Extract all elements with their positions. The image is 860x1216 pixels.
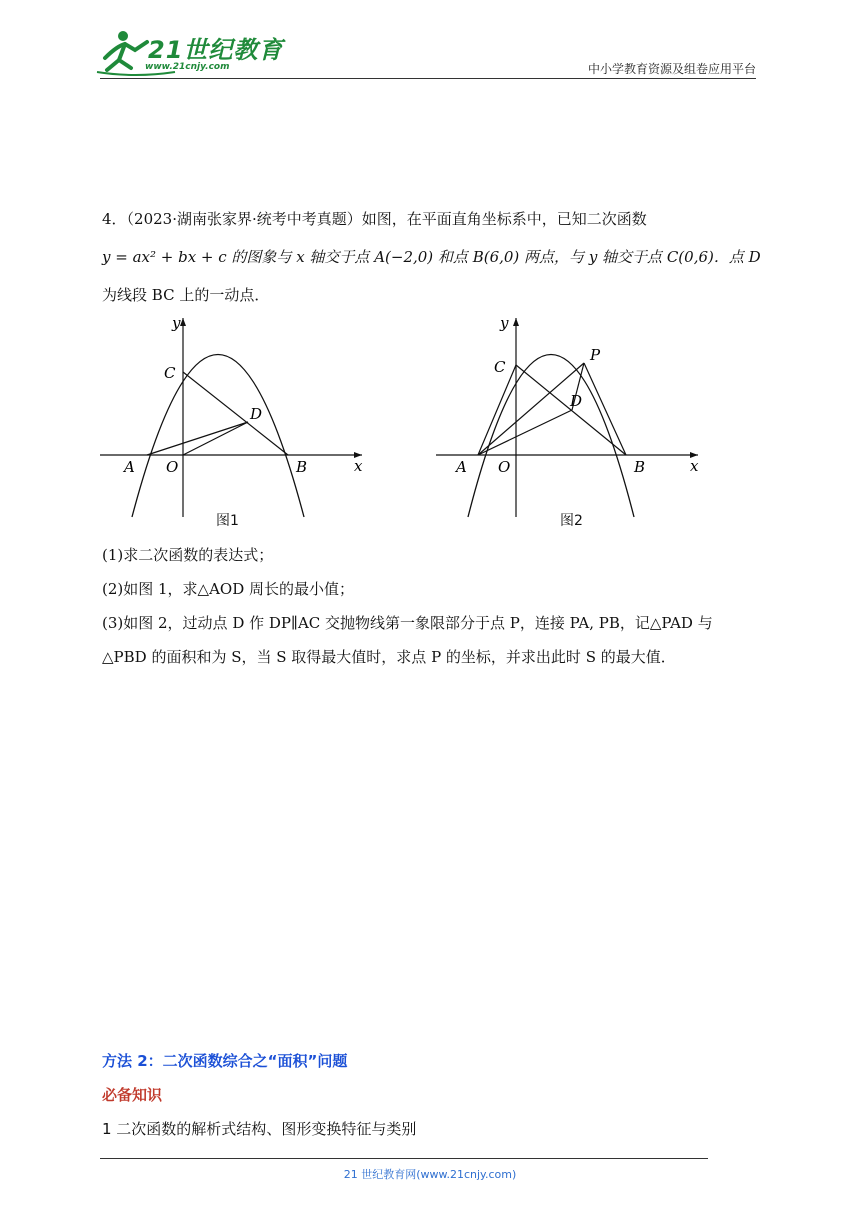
knowledge-item-1: 1 二次函数的解析式结构、图形变换特征与类别 xyxy=(102,1120,417,1138)
question-2: (2)如图 1，求△AOD 周长的最小值； xyxy=(102,580,355,598)
parabola xyxy=(468,355,634,518)
question-1: (1)求二次函数的表达式； xyxy=(102,546,274,564)
label-o: O xyxy=(498,458,511,476)
figure-2-diagram xyxy=(436,312,706,532)
label-c: C xyxy=(164,364,176,382)
figure-2 xyxy=(436,312,706,532)
problem-line-3: 为线段 BC 上的一动点． xyxy=(102,286,270,304)
label-x: x xyxy=(690,457,699,475)
segment-od xyxy=(183,422,248,455)
label-y: y xyxy=(172,314,181,332)
y-axis-arrow xyxy=(513,318,519,326)
logo-url: www.21cnjy.com xyxy=(145,62,230,72)
label-d: D xyxy=(250,405,263,423)
header-divider xyxy=(100,78,756,79)
label-a: A xyxy=(456,458,467,476)
figure-1-caption: 图1 xyxy=(216,513,239,529)
segment-ad xyxy=(478,410,572,455)
footer-link[interactable]: 21 世纪教育网(www.21cnjy.com) xyxy=(343,1168,517,1181)
footer-divider xyxy=(100,1158,708,1159)
label-b: B xyxy=(296,458,308,476)
label-a: A xyxy=(124,458,135,476)
question-3-line-2: △PBD 的面积和为 S，当 S 取得最大值时，求点 P 的坐标，并求出此时 S 的最大值． xyxy=(102,648,676,666)
segment-bc xyxy=(183,372,288,455)
label-p: P xyxy=(590,346,601,364)
question-3-line-1: (3)如图 2，过动点 D 作 DP∥AC 交抛物线第一象限部分于点 P，连接 PA, PB，记△PAD 与 xyxy=(102,614,713,632)
y-axis-arrow xyxy=(180,318,186,326)
segment-ac xyxy=(478,365,516,455)
label-y: y xyxy=(500,314,509,332)
segment-ad xyxy=(147,422,248,455)
logo-text: 21世纪教育 xyxy=(148,36,284,64)
problem-line-2: y = ax² + bx + c 的图象与 x 轴交于点 A(−2,0) 和点 B(6,0) 两点，与 y 轴交于点 C(0,6)．点 D xyxy=(102,248,761,266)
figure-1-diagram xyxy=(100,312,370,532)
method-title: 方法 2：二次函数综合之“面积”问题 xyxy=(102,1052,348,1070)
must-know-heading: 必备知识 xyxy=(102,1086,163,1104)
page-header xyxy=(0,0,860,80)
parabola xyxy=(132,355,304,518)
label-o: O xyxy=(166,458,179,476)
platform-name: 中小学教育资源及组卷应用平台 xyxy=(587,62,756,76)
figure-1 xyxy=(100,312,370,532)
label-c: C xyxy=(494,358,506,376)
label-x: x xyxy=(354,457,363,475)
label-d: D xyxy=(570,392,583,410)
label-b: B xyxy=(634,458,646,476)
segment-pb xyxy=(584,363,626,455)
problem-statement xyxy=(102,200,762,314)
figure-2-caption: 图2 xyxy=(560,513,583,529)
questions xyxy=(102,538,762,674)
problem-line-1: 4．（2023·湖南张家界·统考中考真题）如图，在平面直角坐标系中，已知二次函数 xyxy=(102,210,647,228)
